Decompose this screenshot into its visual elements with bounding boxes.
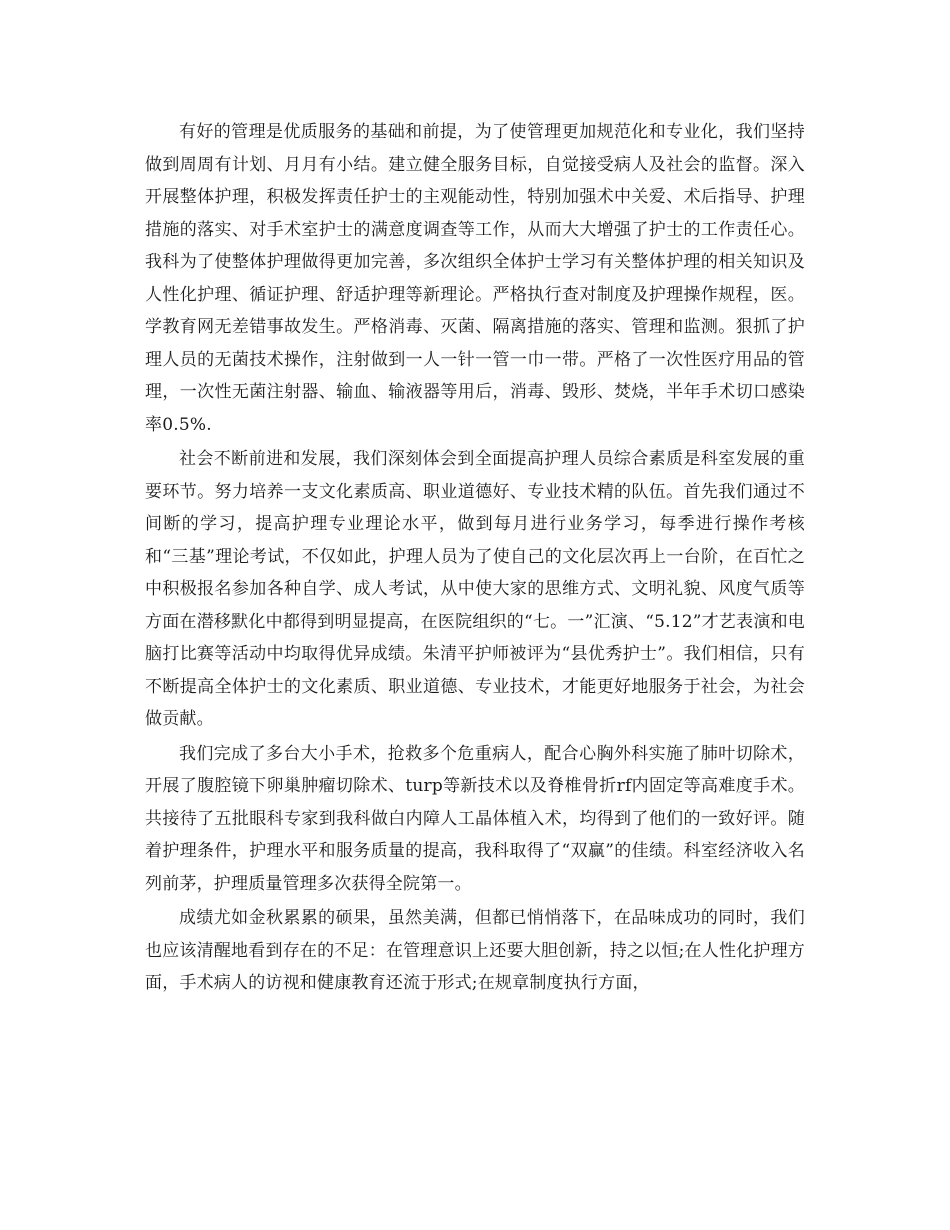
paragraph-shortcomings: 成绩尤如金秋累累的硕果，虽然美满，但都已悄悄落下，在品味成功的同时，我们也应该清醒地看到存在的不足：在管理意识上还要大胆创新，持之以恒;在人性化护理方面，手术病人的访视和健康教育还流于形式;在规章制度执行方面，: [145, 908, 805, 993]
paragraph-management: 有好的管理是优质服务的基础和前提，为了使管理更加规范化和专业化，我们坚持做到周周有计划、月月有小结。建立健全服务目标，自觉接受病人及社会的监督。深入开展整体护理，积极发挥责任护士的主观能动性，特别加强术中关爱、术后指导、护理措施的落实、对手术室护士的满意度调查等工作，从而大大增强了护士的工作责任心。我科为了使整体护理做得更加完善，多次组织全体护士学习有关整体护理的相关知识及人性化护理、循证护理、舒适护理等新理论。严格执行查对制度及护理操作规程，医。学教育网无差错事故发生。严格消毒、灭菌、隔离措施的落实、管理和监测。狠抓了护理人员的无菌技术操作，注射做到一人一针一管一巾一带。严格了一次性医疗用品的管理，一次性无菌注射器、输血、输液器等用后，消毒、毁形、焚烧，半年手术切口感染率0.5%.: [145, 122, 805, 435]
paragraph-surgeries: 我们完成了多台大小手术，抢救多个危重病人，配合心胸外科实施了肺叶切除术，开展了腹腔镜下卵巢肿瘤切除术、turp等新技术以及脊椎骨折rf内固定等高难度手术。共接待了五批眼科专家到我科做白内障人工晶体植入术，均得到了他们的一致好评。随着护理条件，护理水平和服务质量的提高，我科取得了“双赢”的佳绩。科室经济收入名列前茅，护理质量管理多次获得全院第一。: [145, 743, 805, 894]
document-body: [145, 116, 805, 1002]
paragraph-staff-quality: 社会不断前进和发展，我们深刻体会到全面提高护理人员综合素质是科室发展的重要环节。努力培养一支文化素质高、职业道德好、专业技术精的队伍。首先我们通过不间断的学习，提高护理专业理论水平，做到每月进行业务学习，每季进行操作考核和“三基”理论考试，不仅如此，护理人员为了使自己的文化层次再上一台阶，在百忙之中积极报名参加各种自学、成人考试，从中使大家的思维方式、文明礼貌、风度气质等方面在潜移默化中都得到明显提高，在医院组织的“七。一”汇演、“5.12”才艺表演和电脑打比赛等活动中均取得优异成绩。朱清平护师被评为“县优秀护士”。我们相信，只有不断提高全体护士的文化素质、职业道德、专业技术，才能更好地服务于社会，为社会做贡献。: [145, 449, 805, 729]
